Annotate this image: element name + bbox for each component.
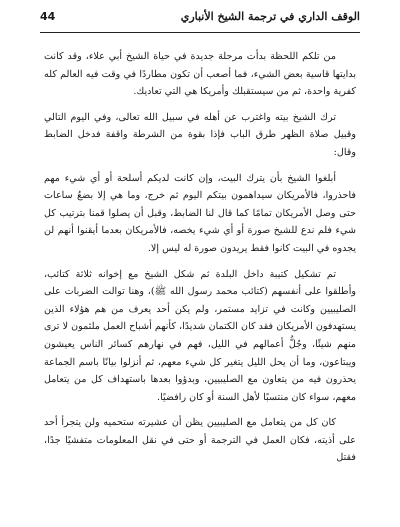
header-title: الوقف الداري في ترجمة الشيخ الأنباري <box>180 10 360 23</box>
paragraph: من تلكم اللحظة بدأت مرحلة جديدة في حياة الشيخ أبي علاء، وقد كانت بدايتها قاسية بعض الشيء، فما أصعب أن تكون مطاردًا في وقت فيه العالم كله كفرية واحدة، ثم من سيستقبلك وأمريكا هي التي تعاديك. <box>44 51 356 98</box>
running-header <box>40 10 360 30</box>
paragraph: ترك الشيخ بيته واغترب عن أهله في سبيل الله تعالى، وفي اليوم التالي وقبيل صلاة الظهر طرق الباب فإذا بقوة من الشرطة واقفة فدخل الضابط وقال: <box>44 111 356 158</box>
paragraph: كان كل من يتعامل مع الصليبيين يظن أن عشيرته ستحميه ولن يتجرأ أحد على أذيته، فكان العمل في الترجمة أو حتى في نقل المعلومات متفشيًا جدًا، فقتل <box>44 417 356 464</box>
header-divider <box>40 32 360 33</box>
paragraph: أبلغوا الشيخ بأن يترك البيت، وإن كانت لديكم أسلحة أو أي شيء مهم فاحذروا، فالأمريكان سيداهمون بيتكم اليوم ثم خرج، وما هي إلا بضعُ ساعات حتى وصل الأمريكان تمامًا كما قال لنا الضابط، وقبل أن يصلوا قمنا بترتيب كل شيء فلم ندع للشيخ صورة أو أي شيء يخصه، فالأمريكان بعدما أيقنوا أنهم لن يجدوه في البيت كانوا فقط يريدون صورة له ليس إلا. <box>44 172 356 254</box>
paragraph: تم تشكيل كتيبة داخل البلدة ثم شكل الشيخ مع إخوانه ثلاثة كتائب، وأطلقوا على أنفسهم (كتائب محمد رسول الله ﷺ)، وهنا توالت الضربات على الصليبيين وكانت في تزايد مستمر، ولم يكن أحد يعرف من هم هؤلاء الذين يستهدفون الأمريكان فقد كان الكتمان شديدًا، كأنهم أشباح العمل ملثمون لا ترى منهم شيئًا، وجُلُّ أعمالهم في الليل، فهم في نهارهم كسائر الناس يعيشون ويبتاعون، وما أن يحل الليل يتغير كل شيء معهم، ثم أنزلوا بيانًا باسم الجماعة يحذرون فيه من يتعاون مع الصليبيين، وبدؤوا بعدها باستهداف كل من يتعامل معهم، سواء كان منتسبًا لأهل السنة أو كان رافضيًا. <box>44 268 356 403</box>
page-number: 44 <box>40 10 56 23</box>
body-text <box>44 48 356 467</box>
